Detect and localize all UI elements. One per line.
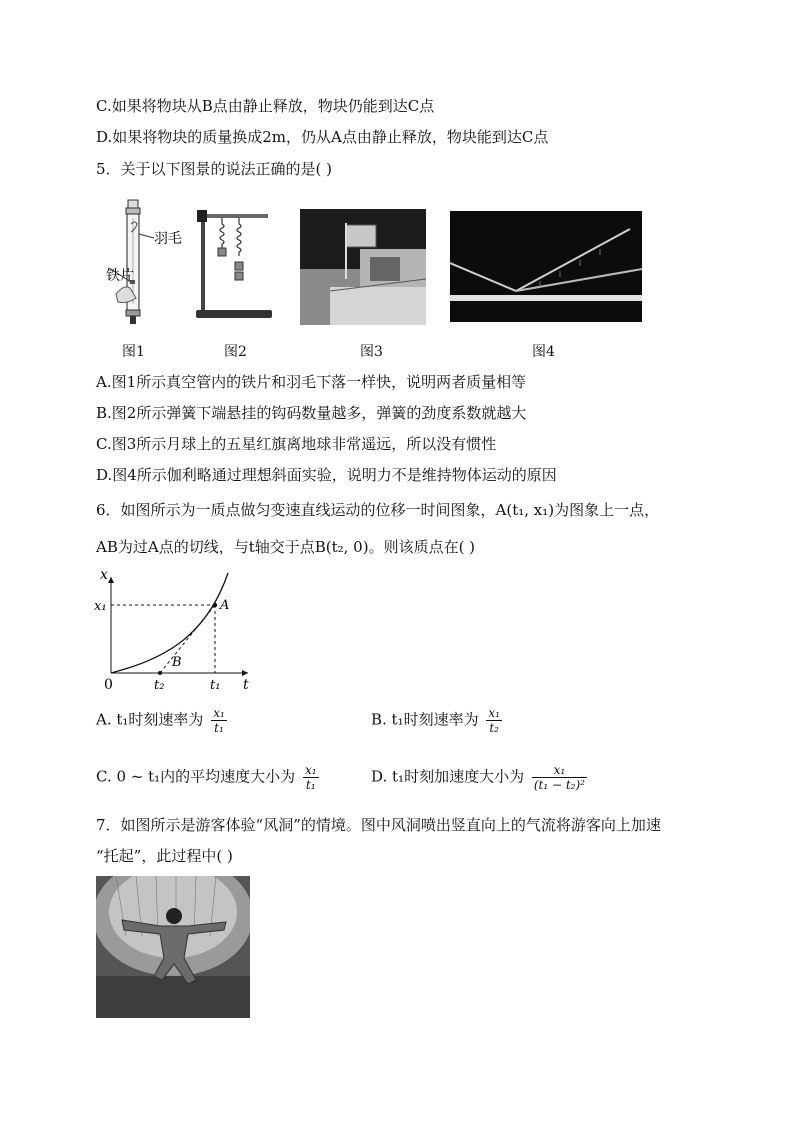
iron-label: 铁片 [106,268,134,284]
q6-stem-line2: AB为过A点的切线，与t轴交于点B(t₂, 0)。则该质点在( ) [96,538,476,556]
q6-option-a [96,706,227,735]
q6-xt-graph [90,565,260,690]
origin-label: 0 [104,677,113,690]
q6-option-d [371,763,587,792]
tangent-ab [160,605,215,673]
caption-fig2: 图2 [224,344,247,360]
frac-num: x₁ [213,706,225,720]
xt-curve [111,573,228,673]
figure-2-spring-stand [194,206,274,324]
q4-option-d: D.如果将物块的质量换成2m，仍从A点由静止释放，物块能到达C点 [96,128,549,146]
a-label: A [220,598,230,613]
point-a [213,603,217,607]
q5-option-c: C.图3所示月球上的五星红旗离地球非常遥远，所以没有惯性 [96,435,497,453]
q6-option-b-fraction [486,706,502,735]
q5-option-d: D.图4所示伽利略通过理想斜面实验，说明力不是维持物体运动的原因 [96,466,557,484]
x-axis-label: x [100,567,108,583]
q6-option-b [371,706,502,735]
q5-option-b: B.图2所示弹簧下端悬挂的钩码数量越多，弹簧的劲度系数就越大 [96,404,527,422]
frac-den: t₂ [489,721,499,735]
b-label: B [172,655,182,670]
figure-1-vacuum-tube [106,194,202,326]
frac-den: t₁ [305,778,316,792]
t2-label: t₂ [154,678,165,690]
feather-label: 羽毛 [154,231,182,247]
q6-option-a-text: A. t₁时刻速率为 [96,710,204,729]
frac-num: x₁ [304,763,317,777]
q6-option-b-text: B. t₁时刻速率为 [371,710,479,729]
figure-3-moon-flag-photo [300,209,426,325]
frac-num: x₁ [532,763,587,778]
frac-den: (t₁ − t₂)² [533,778,585,792]
q6-option-c [96,763,319,792]
frac-num: x₁ [488,706,500,720]
q7-stem-line1: 7．如图所示是游客体验“风洞”的情境。图中风洞喷出竖直向上的气流将游客向上加速 [96,816,661,834]
caption-fig3: 图3 [360,344,383,360]
q4-option-c: C.如果将物块从B点由静止释放，物块仍能到达C点 [96,97,435,115]
q6-option-d-fraction [532,763,587,792]
q5-option-a: A.图1所示真空管内的铁片和羽毛下落一样快，说明两者质量相等 [96,373,527,391]
q6-option-c-text: C. 0 ~ t₁内的平均速度大小为 [96,767,296,786]
q6-option-a-fraction [211,706,227,735]
caption-fig4: 图4 [532,344,555,360]
q6-stem-line1: 6．如图所示为一质点做匀变速直线运动的位移一时间图象，A(t₁, x₁)为图象上一点， [96,501,660,519]
q5-stem: 5．关于以下图景的说法正确的是( ) [96,160,333,178]
q6-option-c-fraction [303,763,319,792]
q7-wind-tunnel-photo [96,876,250,1018]
figure-4-inclined-plane-photo [450,211,642,322]
caption-fig1: 图1 [122,344,145,360]
t1-label: t₁ [210,678,221,690]
q6-option-d-text: D. t₁时刻加速度大小为 [371,767,525,786]
t-axis-label: t [243,677,249,690]
q7-stem-line2: “托起”，此过程中( ) [96,847,233,865]
point-b [158,671,162,675]
x1-label: x₁ [94,599,107,614]
frac-den: t₁ [214,721,224,735]
